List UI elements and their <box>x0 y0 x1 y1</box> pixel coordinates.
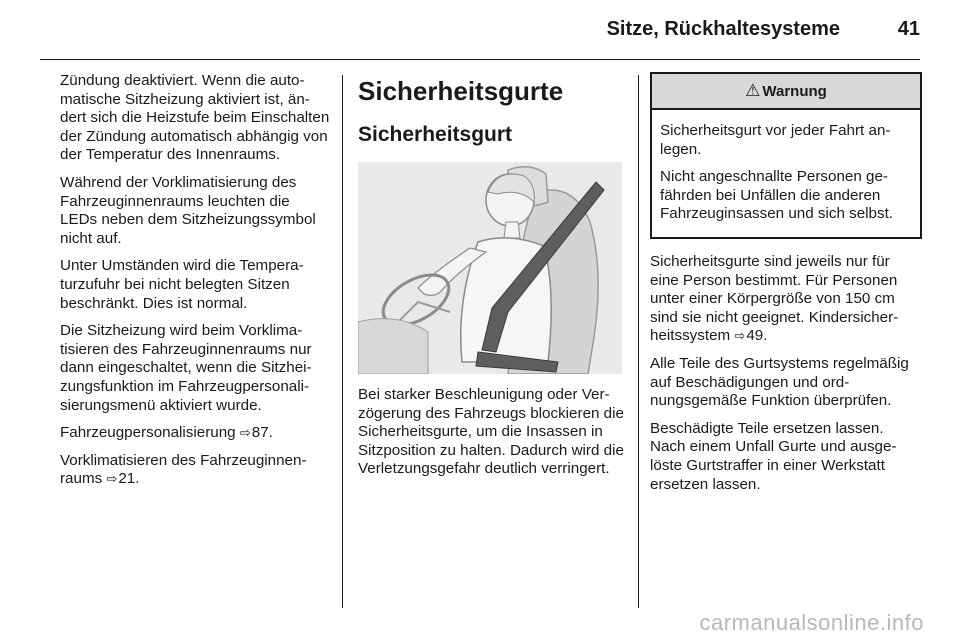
seatbelt-illustration <box>358 162 622 374</box>
column-divider-left <box>342 75 343 608</box>
page-reference-icon: ⇨ <box>734 328 746 344</box>
paragraph: Bei starker Beschleunigung oder Verzögerung des Fahrzeugs blockieren die Sicherheitsgurte, um die Insassen in Sitzposition zu halten. Dadurch wird die Verletzungsgefahr deutlich verringert. <box>358 386 624 478</box>
paragraph: Während der Vorklimatisierung des Fahrzeuginnenraums leuchten die LEDs neben dem Sitzheizungssymbol nicht auf. <box>60 173 316 247</box>
paragraph: Die Sitzheizung wird beim Vorklimatisieren des Fahrzeuginnenraums nur dann eingeschaltet, wenn die Sitzheizungsfunktion im Fahrzeugpersonalisierungsmenü aktiviert wurde. <box>60 322 312 414</box>
paragraph-text: Sicherheitsgurte sind jeweils nur für eine Person bestimmt. Für Personen unter einer Körpergröße von 150 cm sind sie nicht geeignet. Kindersicherheitssystem <box>650 252 899 345</box>
site-watermark: carmanualsonline.info <box>699 610 924 635</box>
page-reference[interactable]: 87. <box>251 424 273 442</box>
column-middle <box>358 72 624 479</box>
warning-triangle-icon: ⚠ <box>745 81 761 100</box>
section-heading: Sicherheitsgurte <box>358 76 564 106</box>
page-number: 41 <box>897 18 920 40</box>
paragraph-text: Vorklimatisieren des Fahrzeuginnenraums <box>60 451 307 488</box>
warning-box <box>650 72 922 239</box>
page-reference-icon: ⇨ <box>106 471 118 487</box>
warning-header <box>652 74 920 110</box>
paragraph-with-reference <box>650 253 922 346</box>
column-divider-right <box>638 75 639 608</box>
paragraph: Alle Teile des Gurtsystems regelmäßig auf Beschädigungen und ordnungsgemäße Funktion überprüfen. <box>650 354 909 410</box>
paragraph: Unter Umständen wird die Temperaturzufuhr bei nicht belegten Sitzen beschränkt. Dies ist normal. <box>60 257 304 312</box>
warning-title: Warnung <box>762 83 827 100</box>
page-reference[interactable]: 49. <box>746 327 768 345</box>
page-reference[interactable]: 21. <box>118 470 140 488</box>
subsection-heading: Sicherheitsgurt <box>358 123 513 146</box>
header-divider <box>40 59 920 60</box>
paragraph: Zündung deaktiviert. Wenn die automatische Sitzheizung aktiviert ist, ändert sich die Heizstufe beim Einschalten der Zündung automatisch abhängig von der Temperatur des Innenraums. <box>60 72 330 164</box>
paragraph: Beschädigte Teile ersetzen lassen. Nach einem Unfall Gurte und ausgelöste Gurtstraffer in einer Werkstatt ersetzen lassen. <box>650 419 897 493</box>
page-reference-icon: ⇨ <box>239 425 251 441</box>
warning-paragraph: Nicht angeschnallte Personen gefährden bei Unfällen die anderen Fahrzeuginsassen und sich selbst. <box>660 168 894 223</box>
seatbelt-drawing <box>358 162 622 374</box>
warning-paragraph: Sicherheitsgurt vor jeder Fahrt anlegen. <box>660 122 891 158</box>
paragraph-with-reference <box>60 452 330 489</box>
paragraph-with-reference <box>60 424 330 443</box>
column-right <box>650 72 922 503</box>
column-left <box>60 72 330 498</box>
chapter-title: Sitze, Rückhaltesysteme <box>606 18 840 40</box>
paragraph-text: Fahrzeugpersonalisierung <box>60 424 236 442</box>
warning-body <box>652 110 920 237</box>
